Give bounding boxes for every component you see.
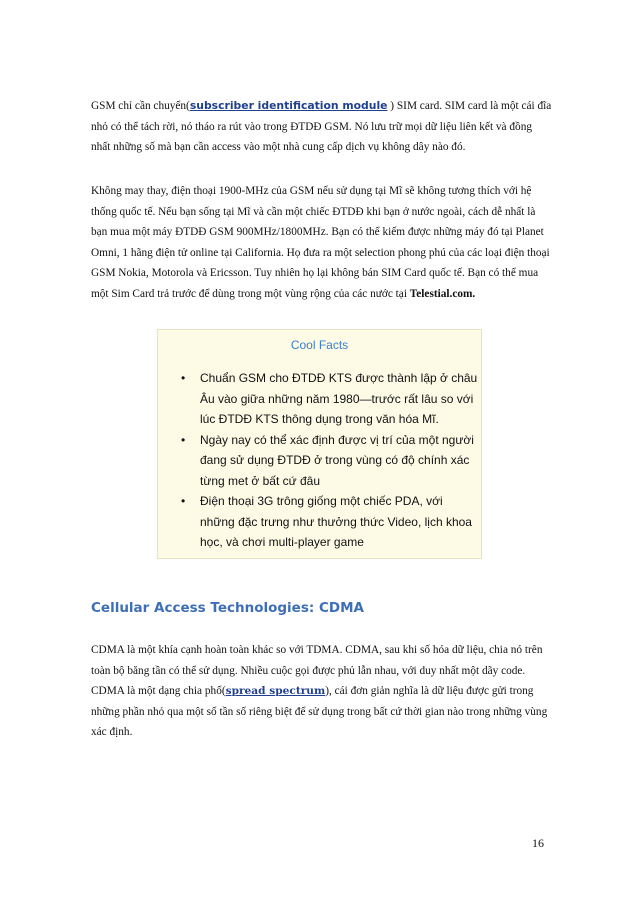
page-number: 16 [532,836,544,850]
cool-facts-title: Cool Facts [290,338,349,352]
paragraph-text: ), cái đơn giản nghĩa là dữ liệu được gửi trong những phần nhỏ qua một số tần số riêng biệt để sử dụng trong bất cứ thời gian nào trong những vùng xác định. [91,685,548,738]
paragraph-sim-card [91,96,553,158]
paragraph-text: Không may thay, điện thoại 1900-MHz của GSM nếu sử dụng tại Mĩ sẽ không tương thích với hệ thống quốc tế. Nếu bạn sống tại Mĩ và cần một chiếc ĐTDĐ khi bạn ở nước ngoài, cách dễ nhất là bạn mua một máy ĐTDĐ GSM 900MHz/1800MHz. Bạn có thể kiếm được những máy đó tại Planet Omni, 1 hãng điện tử online tại California. Họ đưa ra một selection phong phú của các loại điện thoại GSM Nokia, Motorola và Ericsson. Tuy nhiên họ lại không bán SIM Card quốc tế. Bạn có thể mua một Sim Card trả trước để dùng trong một vùng rộng của các nước tại [91,185,550,300]
paragraph-text: GSM chỉ cần chuyển( [91,100,190,112]
cool-facts-box [157,329,482,559]
spread-spectrum-link[interactable]: spread spectrum [225,685,326,697]
section-heading: Cellular Access Technologies: CDMA [91,600,364,616]
subscriber-identification-module-link[interactable]: subscriber identification module [189,99,388,112]
bullet-icon: • [181,494,186,508]
paragraph-text: ) SIM card. SIM card là một cái đĩa nhỏ có thể tách rời, nó tháo ra rút vào trong ĐTDĐ GSM. Nó lưu trữ mọi dữ liệu liên kết và đồng nhất những số mà bạn cần access vào một nhà cung cấp dịch vụ không dây nào đó. [91,100,552,153]
bullet-icon: • [181,371,186,385]
list-item [178,368,478,430]
telestial-text: Telestial.com. [409,287,476,300]
fact-text: Ngày nay có thể xác định được vị trí của một người đang sử dụng ĐTDĐ ở trong vùng có độ chính xác từng met ở bất cứ đâu [200,432,474,488]
list-item [178,430,478,492]
paragraph-cdma [91,640,553,743]
cool-facts-list [178,368,478,553]
list-item [178,491,478,553]
paragraph-gsm-international [91,181,553,304]
fact-text: Chuẩn GSM cho ĐTDĐ KTS được thành lập ở châu Âu vào giữa những năm 1980—trước rất lâu so với lúc ĐTDĐ KTS thông dụng trong văn hóa Mĩ. [200,371,478,426]
fact-text: Điện thoại 3G trông giống một chiếc PDA, với những đặc trưng như thưởng thức Video, lịch khoa học, và chơi multi-player game [200,494,472,549]
paragraph-text: CDMA là một khía cạnh hoàn toàn khác so với TDMA. CDMA, sau khi số hóa dữ liệu, chia nó trên toàn bộ băng tần có thể sử dụng. Nhiều cuộc gọi được phủ lẫn nhau, với duy nhất một dãy code. CDMA là một dạng chia phổ( [91,644,543,697]
bullet-icon: • [181,432,186,447]
